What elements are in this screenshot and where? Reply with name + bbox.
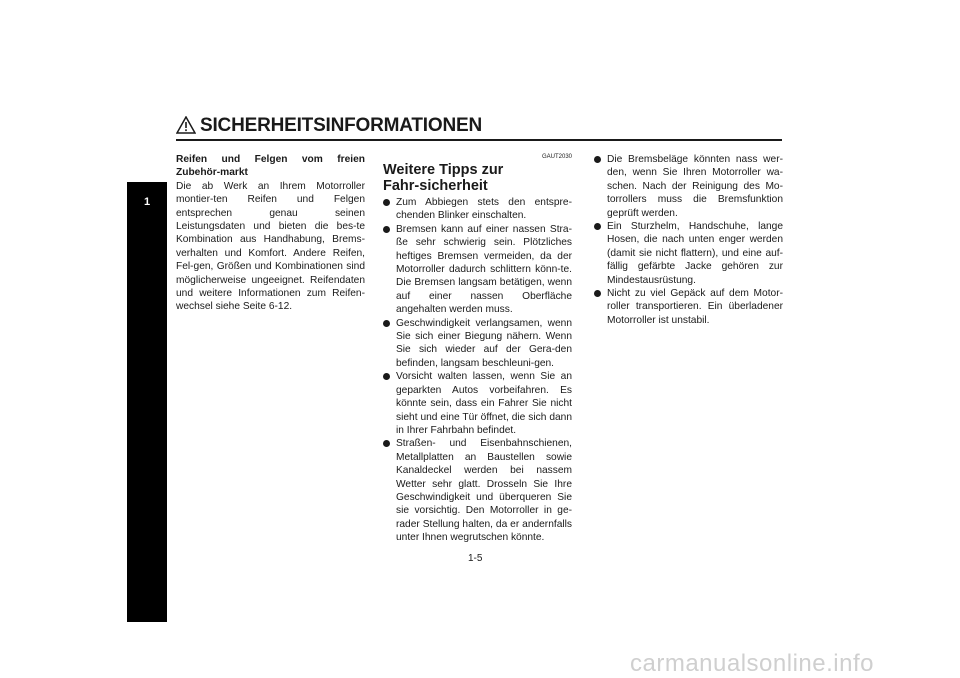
list-item-text: Vorsicht walten lassen, wenn Sie an geparkten Autos vorbeifahren. Es könnte sein, dass ein Fahrer Sie nicht sieht und eine Tür öffnet, die sich dann in Ihrer Fahrbahn befindet. [396,371,572,436]
list-item-text: Ein Sturzhelm, Handschuhe, lange Hosen, die nach unten enger werden (damit sie nicht flattern), und eine auf-fällig gefärbte Jacke gehören zur Mindestausrüstung. [607,221,783,286]
list-item-text: Die Bremsbeläge könnten nass wer-den, wenn Sie Ihren Motorroller wa-schen. Nach der Reinigung des Mo-torrollers muss die Bremsfunktion geprüft werden. [607,154,783,219]
page-header [176,115,782,141]
section-code: GAUT2030 [541,154,572,160]
page-title: SICHERHEITSINFORMATIONEN [200,115,482,136]
list-item [383,370,572,437]
bullet-icon [383,226,390,233]
section-subhead: Reifen und Felgen vom freien Zubehör-markt [176,154,365,179]
list-item [383,317,572,371]
column-2 [383,153,572,545]
bullet-icon [594,156,601,163]
bullet-list [594,153,783,327]
list-item-text: Zum Abbiegen stets den entspre-chenden Blinker einschalten. [396,197,572,222]
bullet-icon [383,440,390,447]
bullet-icon [594,290,601,297]
chapter-number: 1 [143,196,151,208]
chapter-tab [127,182,167,622]
list-item-text: Straßen- und Eisenbahnschienen, Metallplatten an Baustellen sowie Kanaldeckel werden bei nassem Wetter sehr glatt. Drosseln Sie Ihre Geschwindigkeit und überqueren Sie sie vorsichtig. Den Motorroller in ge-rader Stellung halten, da er andernfalls unter Ihnen wegrutschen könnte. [396,438,572,544]
bullet-icon [383,199,390,206]
list-item-text: Geschwindigkeit verlangsamen, wenn Sie sich einer Biegung nähern. Wenn Sie sich wieder auf der Gera-den befinden, langsam beschleuni-gen. [396,317,572,369]
list-item [383,196,572,223]
bullet-icon [594,223,601,230]
bullet-list [383,196,572,545]
warning-triangle-icon [176,116,196,134]
list-item-text: Bremsen kann auf einer nassen Stra-ße sehr schwierig sein. Plötzliches heftiges Bremsen vermeiden, da der Motorroller dadurch schlittern könn-te. Die Bremsen langsam betätigen, wenn auf einer nassen Oberfläche angehalten werden muss. [396,223,572,316]
column-3 [594,153,783,327]
column-1 [176,153,365,314]
list-item [383,223,572,317]
watermark: carmanualsonline.info [630,650,874,677]
bullet-icon [383,320,390,327]
list-item [594,220,783,287]
list-item [383,437,572,544]
list-item [594,153,783,220]
list-item [594,287,783,327]
list-item-text: Nicht zu viel Gepäck auf dem Motor-roller transportieren. Ein überladener Motorroller ist unstabil. [607,288,783,326]
body-paragraph: Die ab Werk an Ihrem Motorroller montier-ten Reifen und Felgen entsprechen genau seinen Leistungsdaten und bieten die bes-te Kombination aus Handhabung, Brems-verhalten und Komfort. Andere Reifen, Fel-gen, Größen und Kombinationen sind möglicherweise ungeeignet. Reifendaten und weitere Informationen zum Reifen-wechsel siehe Seite 6-12. [176,180,365,313]
page-number: 1-5 [468,553,483,564]
section-title: Weitere Tipps zur Fahr-sicherheit [383,162,504,194]
bullet-icon [383,373,390,380]
